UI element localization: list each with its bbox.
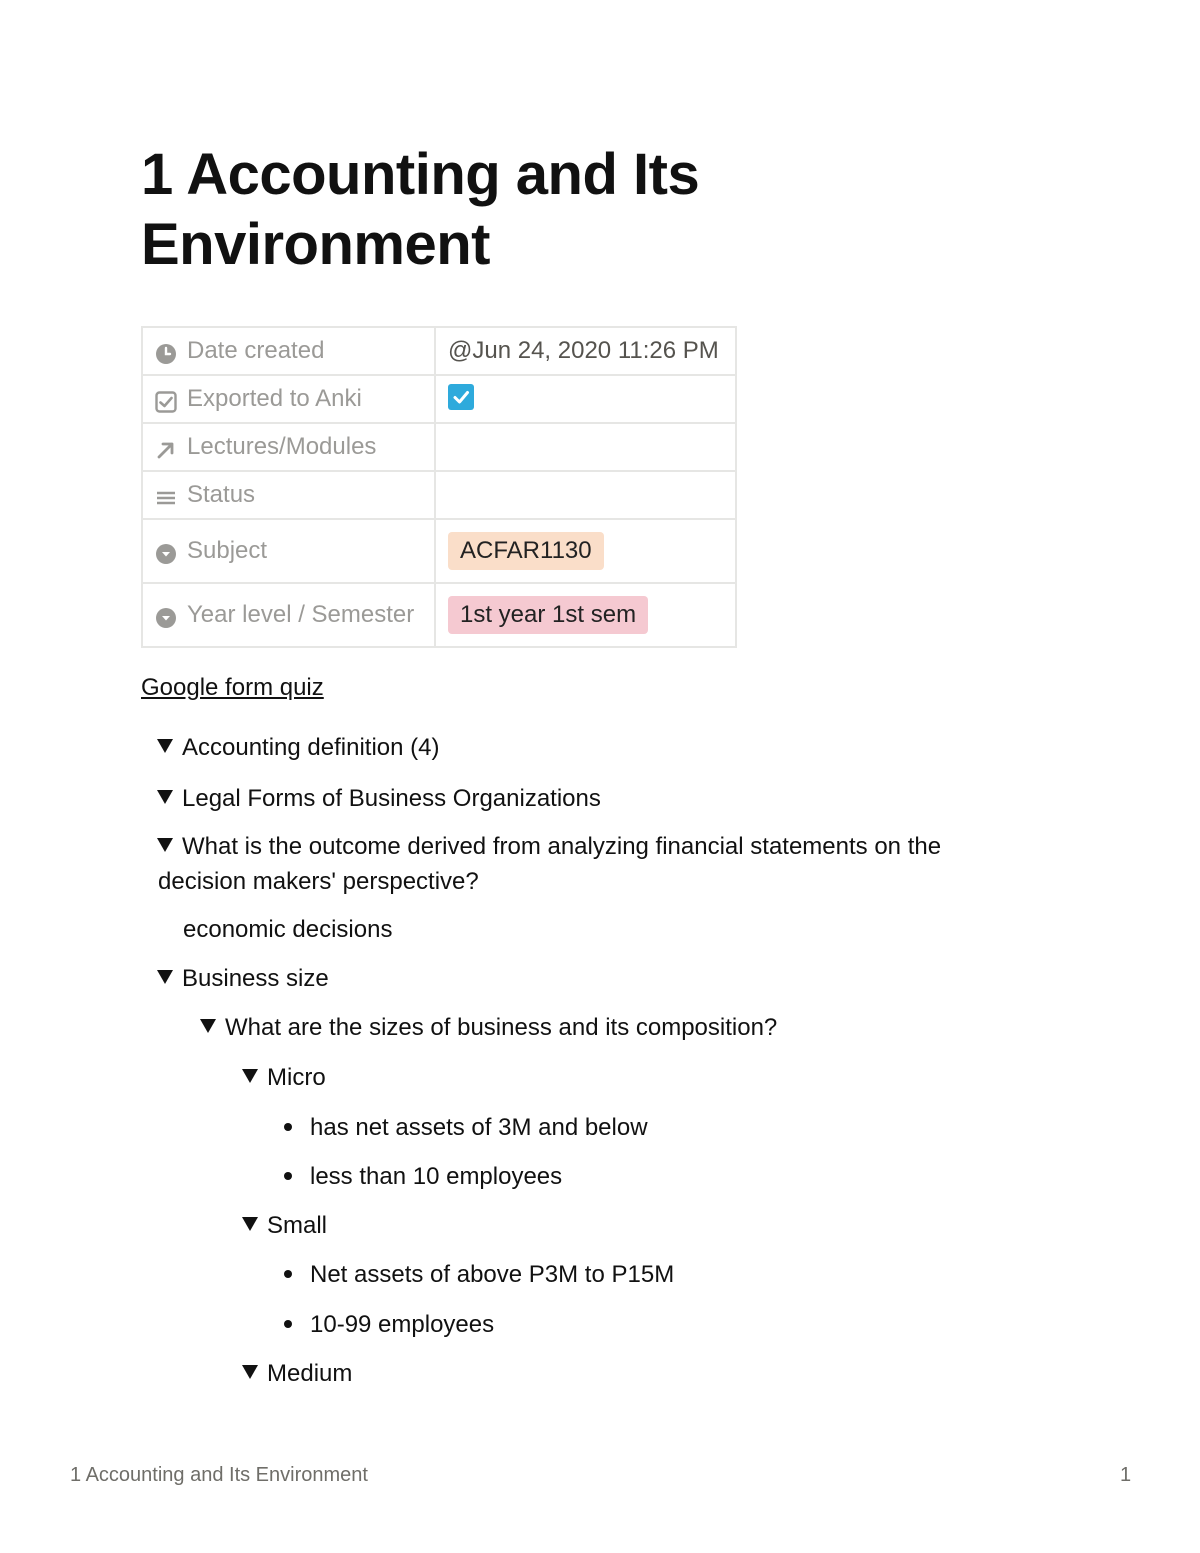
checkbox-icon: [155, 391, 177, 413]
status-value[interactable]: [435, 471, 736, 519]
property-label: Status: [187, 481, 256, 508]
property-row-status: [142, 471, 736, 519]
toggle-label: Legal Forms of Business Organizations: [182, 785, 601, 812]
property-label: Lectures/Modules: [187, 433, 377, 460]
toggle-outcome-question[interactable]: [157, 829, 941, 864]
toggle-triangle-icon[interactable]: [242, 1365, 258, 1379]
toggle-triangle-icon[interactable]: [157, 970, 173, 984]
property-row-year-level: [142, 583, 736, 647]
toggle-business-size[interactable]: [157, 961, 329, 996]
toggle-micro[interactable]: [242, 1060, 326, 1095]
toggle-triangle-icon[interactable]: [157, 838, 173, 852]
check-icon: [451, 387, 471, 407]
subject-tag[interactable]: ACFAR1130: [448, 532, 604, 570]
toggle-accounting-definition[interactable]: [157, 730, 439, 765]
clock-icon: [155, 343, 177, 365]
bullet-icon: [284, 1320, 292, 1328]
list-item: less than 10 employees: [284, 1159, 562, 1194]
select-icon: [155, 543, 177, 565]
select-icon: [155, 607, 177, 629]
toggle-label: Business size: [182, 965, 329, 992]
toggle-sizes-question[interactable]: [200, 1010, 777, 1045]
toggle-label: What is the outcome derived from analyzing financial statements on the: [182, 833, 942, 860]
property-row-date-created: [142, 327, 736, 375]
property-row-subject: [142, 519, 736, 583]
bullet-icon: [284, 1172, 292, 1180]
property-label: Exported to Anki: [187, 385, 362, 412]
property-row-lectures-modules: [142, 423, 736, 471]
google-form-quiz-link[interactable]: Google form quiz: [141, 674, 324, 701]
bullet-icon: [284, 1270, 292, 1278]
relation-arrow-icon: [155, 439, 177, 461]
list-item: 10-99 employees: [284, 1307, 494, 1342]
bullet-icon: [284, 1123, 292, 1131]
date-created-value[interactable]: @Jun 24, 2020 11:26 PM: [435, 327, 736, 375]
answer-text: economic decisions: [183, 916, 393, 943]
toggle-triangle-icon[interactable]: [157, 739, 173, 753]
properties-table: [141, 326, 737, 648]
toggle-label-continued: decision makers' perspective?: [158, 868, 479, 895]
toggle-label: Micro: [267, 1064, 326, 1091]
toggle-triangle-icon[interactable]: [157, 790, 173, 804]
toggle-label: Small: [267, 1212, 328, 1239]
footer-page-number: 1: [1120, 1464, 1132, 1486]
list-item: has net assets of 3M and below: [284, 1110, 648, 1145]
toggle-legal-forms[interactable]: [157, 781, 601, 816]
exported-checkbox[interactable]: [448, 384, 474, 410]
property-label: Date created: [187, 337, 325, 364]
property-label: Subject: [187, 537, 268, 564]
property-label: Year level / Semester: [187, 601, 415, 628]
toggle-medium[interactable]: [242, 1356, 352, 1391]
text-lines-icon: [155, 487, 177, 509]
property-row-exported-to-anki: [142, 375, 736, 423]
toggle-label: What are the sizes of business and its composition?: [225, 1014, 778, 1041]
toggle-triangle-icon[interactable]: [200, 1019, 216, 1033]
page-title: 1 Accounting and Its Environment: [141, 142, 700, 277]
toggle-small[interactable]: [242, 1208, 327, 1243]
toggle-triangle-icon[interactable]: [242, 1069, 258, 1083]
year-level-tag[interactable]: 1st year 1st sem: [448, 596, 648, 634]
list-item: Net assets of above P3M to P15M: [284, 1257, 674, 1292]
toggle-triangle-icon[interactable]: [242, 1217, 258, 1231]
footer-title: 1 Accounting and Its Environment: [70, 1464, 368, 1486]
toggle-label: Medium: [267, 1360, 353, 1387]
lectures-modules-value[interactable]: [435, 423, 736, 471]
toggle-label: Accounting definition (4): [182, 734, 440, 761]
